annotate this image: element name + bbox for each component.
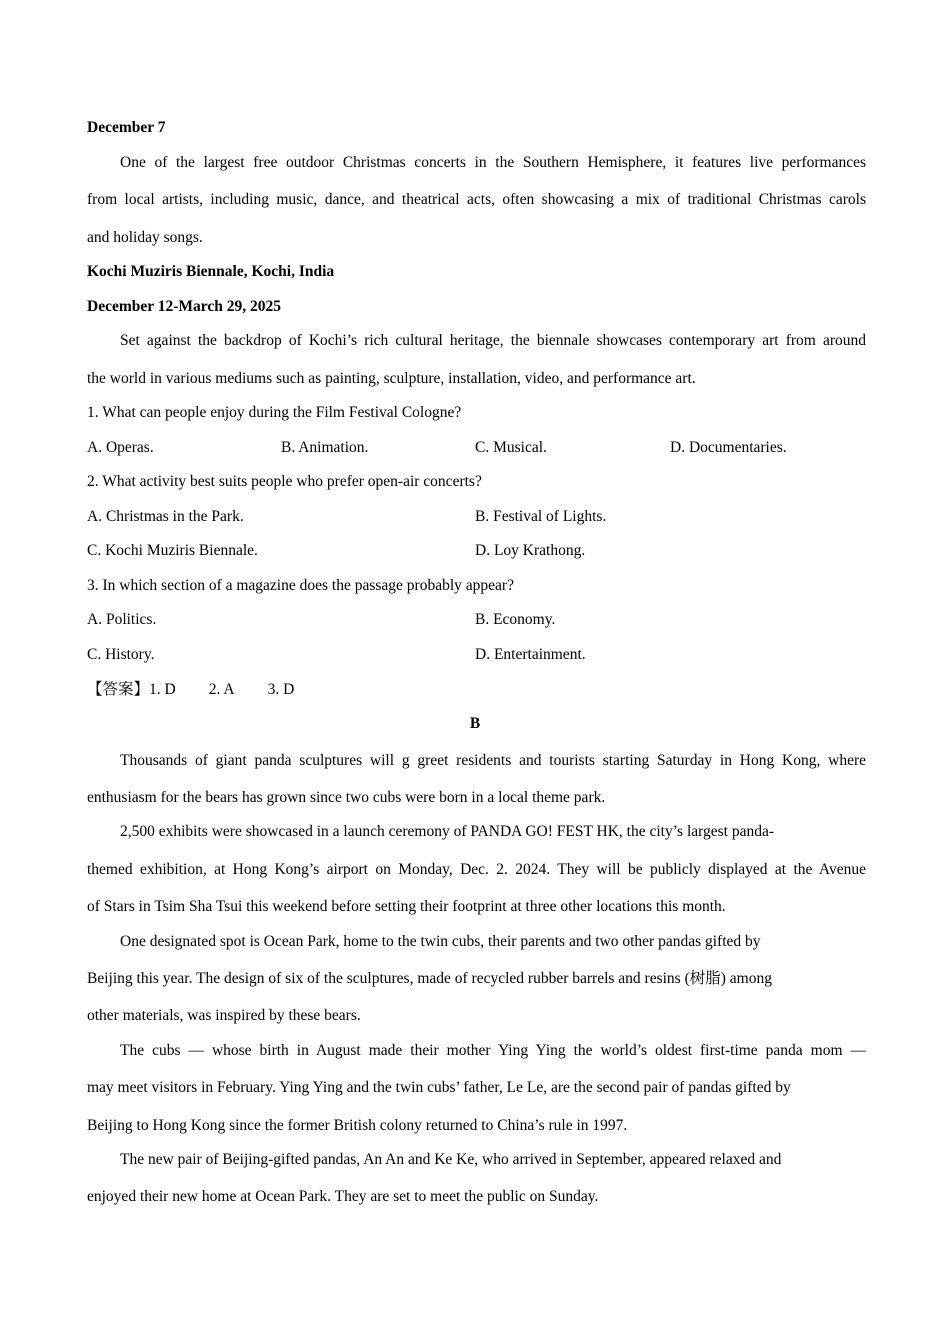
event-title: Kochi Muziris Biennale, Kochi, India — [87, 263, 335, 280]
option-c: C. Kochi Muziris Biennale. — [87, 542, 258, 559]
paragraph-line: Thousands of giant panda sculptures will g greet residents and tourists starting Saturday in Hong Kong, where — [120, 752, 866, 769]
paragraph-line: One of the largest free outdoor Christmas concerts in the Southern Hemisphere, it features live performances — [120, 154, 866, 171]
option-a: A. Operas. — [87, 439, 154, 456]
option-a: A. Politics. — [87, 611, 157, 628]
paragraph-line: enthusiasm for the bears has grown since two cubs were born in a local theme park. — [87, 789, 606, 806]
answer-1: 1. D — [149, 681, 176, 698]
event-date: December 12-March 29, 2025 — [87, 298, 281, 315]
paragraph-line: and holiday songs. — [87, 229, 203, 246]
answer-label: 【答案】 — [87, 681, 150, 698]
event-date: December 7 — [87, 119, 166, 136]
answer-key — [87, 680, 294, 700]
paragraph-line: Beijing to Hong Kong since the former British colony returned to China’s rule in 1997. — [87, 1117, 628, 1134]
option-d: D. Loy Krathong. — [475, 542, 586, 559]
option-b: B. Economy. — [475, 611, 556, 628]
paragraph-line: of Stars in Tsim Sha Tsui this weekend before setting their footprint at three other locations this month. — [87, 898, 726, 915]
option-a: A. Christmas in the Park. — [87, 508, 244, 525]
paragraph-line: from local artists, including music, dance, and theatrical acts, often showcasing a mix of traditional Christmas carols — [87, 191, 866, 208]
question-stem: 2. What activity best suits people who prefer open-air concerts? — [87, 473, 482, 490]
option-d: D. Documentaries. — [670, 439, 787, 456]
paragraph-line: the world in various mediums such as painting, sculpture, installation, video, and performance art. — [87, 370, 696, 387]
option-b: B. Animation. — [281, 439, 369, 456]
paragraph-line: Beijing this year. The design of six of the sculptures, made of recycled rubber barrels and resins (树脂) among — [87, 970, 772, 987]
paragraph-line: other materials, was inspired by these bears. — [87, 1007, 361, 1024]
section-heading: B — [469, 715, 481, 732]
option-b: B. Festival of Lights. — [475, 508, 607, 525]
answer-3: 3. D — [267, 681, 295, 698]
answer-2: 2. A — [208, 681, 235, 698]
question-stem: 1. What can people enjoy during the Film Festival Cologne? — [87, 404, 462, 421]
paragraph-line: The new pair of Beijing-gifted pandas, An An and Ke Ke, who arrived in September, appeared relaxed and — [120, 1151, 782, 1168]
paragraph-line: The cubs — whose birth in August made their mother Ying Ying the world’s oldest first-time panda mom — — [120, 1042, 866, 1059]
paragraph-line: enjoyed their new home at Ocean Park. They are set to meet the public on Sunday. — [87, 1188, 599, 1205]
paragraph-line: 2,500 exhibits were showcased in a launch ceremony of PANDA GO! FEST HK, the city’s largest panda- — [120, 823, 775, 840]
question-stem: 3. In which section of a magazine does the passage probably appear? — [87, 577, 514, 594]
option-c: C. History. — [87, 646, 155, 663]
option-d: D. Entertainment. — [475, 646, 586, 663]
paragraph-line: may meet visitors in February. Ying Ying and the twin cubs’ father, Le Le, are the second pair of pandas gifted by — [87, 1079, 791, 1096]
paragraph-line: One designated spot is Ocean Park, home to the twin cubs, their parents and two other pandas gifted by — [120, 933, 761, 950]
paragraph-line: themed exhibition, at Hong Kong’s airport on Monday, Dec. 2. 2024. They will be publicly displayed at the Avenue — [87, 861, 866, 878]
paragraph-line: Set against the backdrop of Kochi’s rich cultural heritage, the biennale showcases contemporary art from around — [120, 332, 866, 349]
option-c: C. Musical. — [475, 439, 547, 456]
